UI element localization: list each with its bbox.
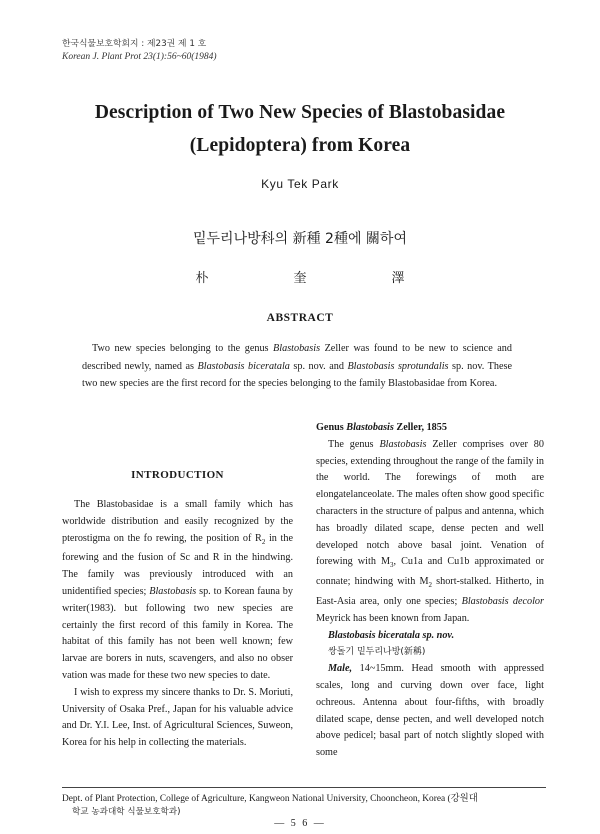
abstract-genus: Blastobasis (273, 343, 321, 354)
intro-text: sp. to Korean fauna by writer(1983). but following two new species are certainly the first record of this family in Korea. The habitat of this family has not been well known; few larvae are borers in nuts, scavengers, and also no obser vation was made for these two new species to date. (62, 586, 293, 681)
genus-name: Blastobasis (379, 438, 427, 450)
left-column (62, 467, 293, 752)
abstract-body (82, 340, 512, 393)
title-line-2: (Lepidoptera) from Korea (189, 135, 411, 156)
korean-title: 밑두리나방科의 新種 2種에 關하여 (193, 231, 407, 247)
korean-author-char-1: 朴 (195, 271, 209, 286)
paper-title (40, 96, 560, 162)
abstract-species-1: Blastobasis biceratala (197, 360, 290, 372)
male-text: 14~15mm. Head smooth with appressed scales, long and curving down over face, light ochreous. Antenna about four-fifths, with broadly dilated scape, dense pecten, and well developed notch above pedicel; basal part of notch slightly sloped with some (316, 663, 544, 759)
genus-heading-text: Zeller, 1855 (393, 422, 447, 433)
introduction-heading: INTRODUCTION (131, 469, 224, 481)
genus-text: Meyrick has been known from Japan. (316, 612, 470, 624)
intro-genus: Blastobasis (149, 586, 197, 598)
korean-author-char-3: 澤 (391, 271, 405, 286)
abstract-text: Two new species belonging to the genus (92, 343, 274, 354)
introduction-paragraph-1 (62, 497, 293, 685)
title-line-1: Description of Two New Species of Blastobasidae (94, 102, 506, 123)
abstract-text: Zeller was found to be new to science and described newly, named as (82, 343, 512, 372)
journal-english: Korean J. Plant Prot 23(1):56~60(1984) (62, 52, 217, 62)
abstract-species-2: Blastobasis sprotundalis (347, 360, 449, 372)
right-column (316, 420, 544, 762)
journal-korean: 한국식물보호학회지 : 제23권 제 1 호 (62, 39, 207, 49)
footnote-korean: 학교 농과대학 식물보호학과) (72, 807, 181, 817)
intro-text: The Blastobasidae is a small family which has worldwide distribution and easily recognized by the pterostigma on the fo rewing, the position of R (62, 499, 293, 544)
genus-text: short-stalked. Hitherto, in East-Asia area, only one species; (316, 576, 544, 608)
author-name: Kyu Tek Park (261, 177, 339, 191)
korean-author-char-2: 奎 (293, 271, 307, 286)
genus-subscript: 2 (428, 581, 433, 590)
footnote-divider (62, 787, 546, 788)
footnote (62, 793, 552, 819)
footnote-affiliation: Dept. of Plant Protection, College of Agriculture, Kangweon National University, Chooncheon, Korea (강원대 (62, 794, 478, 804)
genus-heading (316, 420, 544, 437)
male-description (316, 661, 544, 762)
genus-heading-name: Blastobasis (346, 422, 394, 433)
genus-subscript: 3 (390, 561, 394, 570)
introduction-paragraph-2: I wish to express my sincere thanks to Dr. S. Moriuti, University of Osaka Pref., Japan for his valuable advice and Dr. Y.I. Lee, Inst. of Agricultural Sciences, Suweon, Korea for his help in collecting the materials. (62, 686, 293, 749)
abstract-heading: ABSTRACT (266, 312, 334, 324)
korean-author (0, 267, 600, 286)
journal-citation (62, 38, 217, 64)
genus-text: Zeller comprises over 80 species, extending throughout the range of the family in the world. The forewings of moth are elongatelanceolate. The males often show good specific characters in the structure of palpus and antenna, which has broadly dilated scape, dense pecten and well developed notch above basal joint. Venation of forewing with M (316, 438, 544, 568)
genus-paragraph (316, 437, 544, 628)
intro-text: in the forewing and the fusion of Sc and R in the hindwing. The family was previously introduced with an unidentified species; (62, 532, 293, 598)
genus-species: Blastobasis decolor (461, 596, 544, 608)
male-label: Male, (328, 663, 353, 675)
species-heading: Blastobasis biceratala sp. nov. (328, 629, 455, 641)
abstract-text: sp. nov. These two new species are the first record for the species belonging to the family Blastobasidae from Korea. (82, 360, 512, 389)
page-number: — 5 6 — (274, 818, 326, 829)
genus-text: The genus (328, 438, 380, 450)
genus-text: , Cu1a and Cu1b approximated or connate; hindwing with M (316, 556, 544, 588)
species-korean-name: 쌍돌기 밑두리나방(新稱) (328, 647, 426, 658)
intro-subscript: 2 (261, 537, 266, 546)
genus-heading-text: Genus (316, 422, 347, 433)
abstract-text: sp. nov. and (289, 360, 348, 372)
